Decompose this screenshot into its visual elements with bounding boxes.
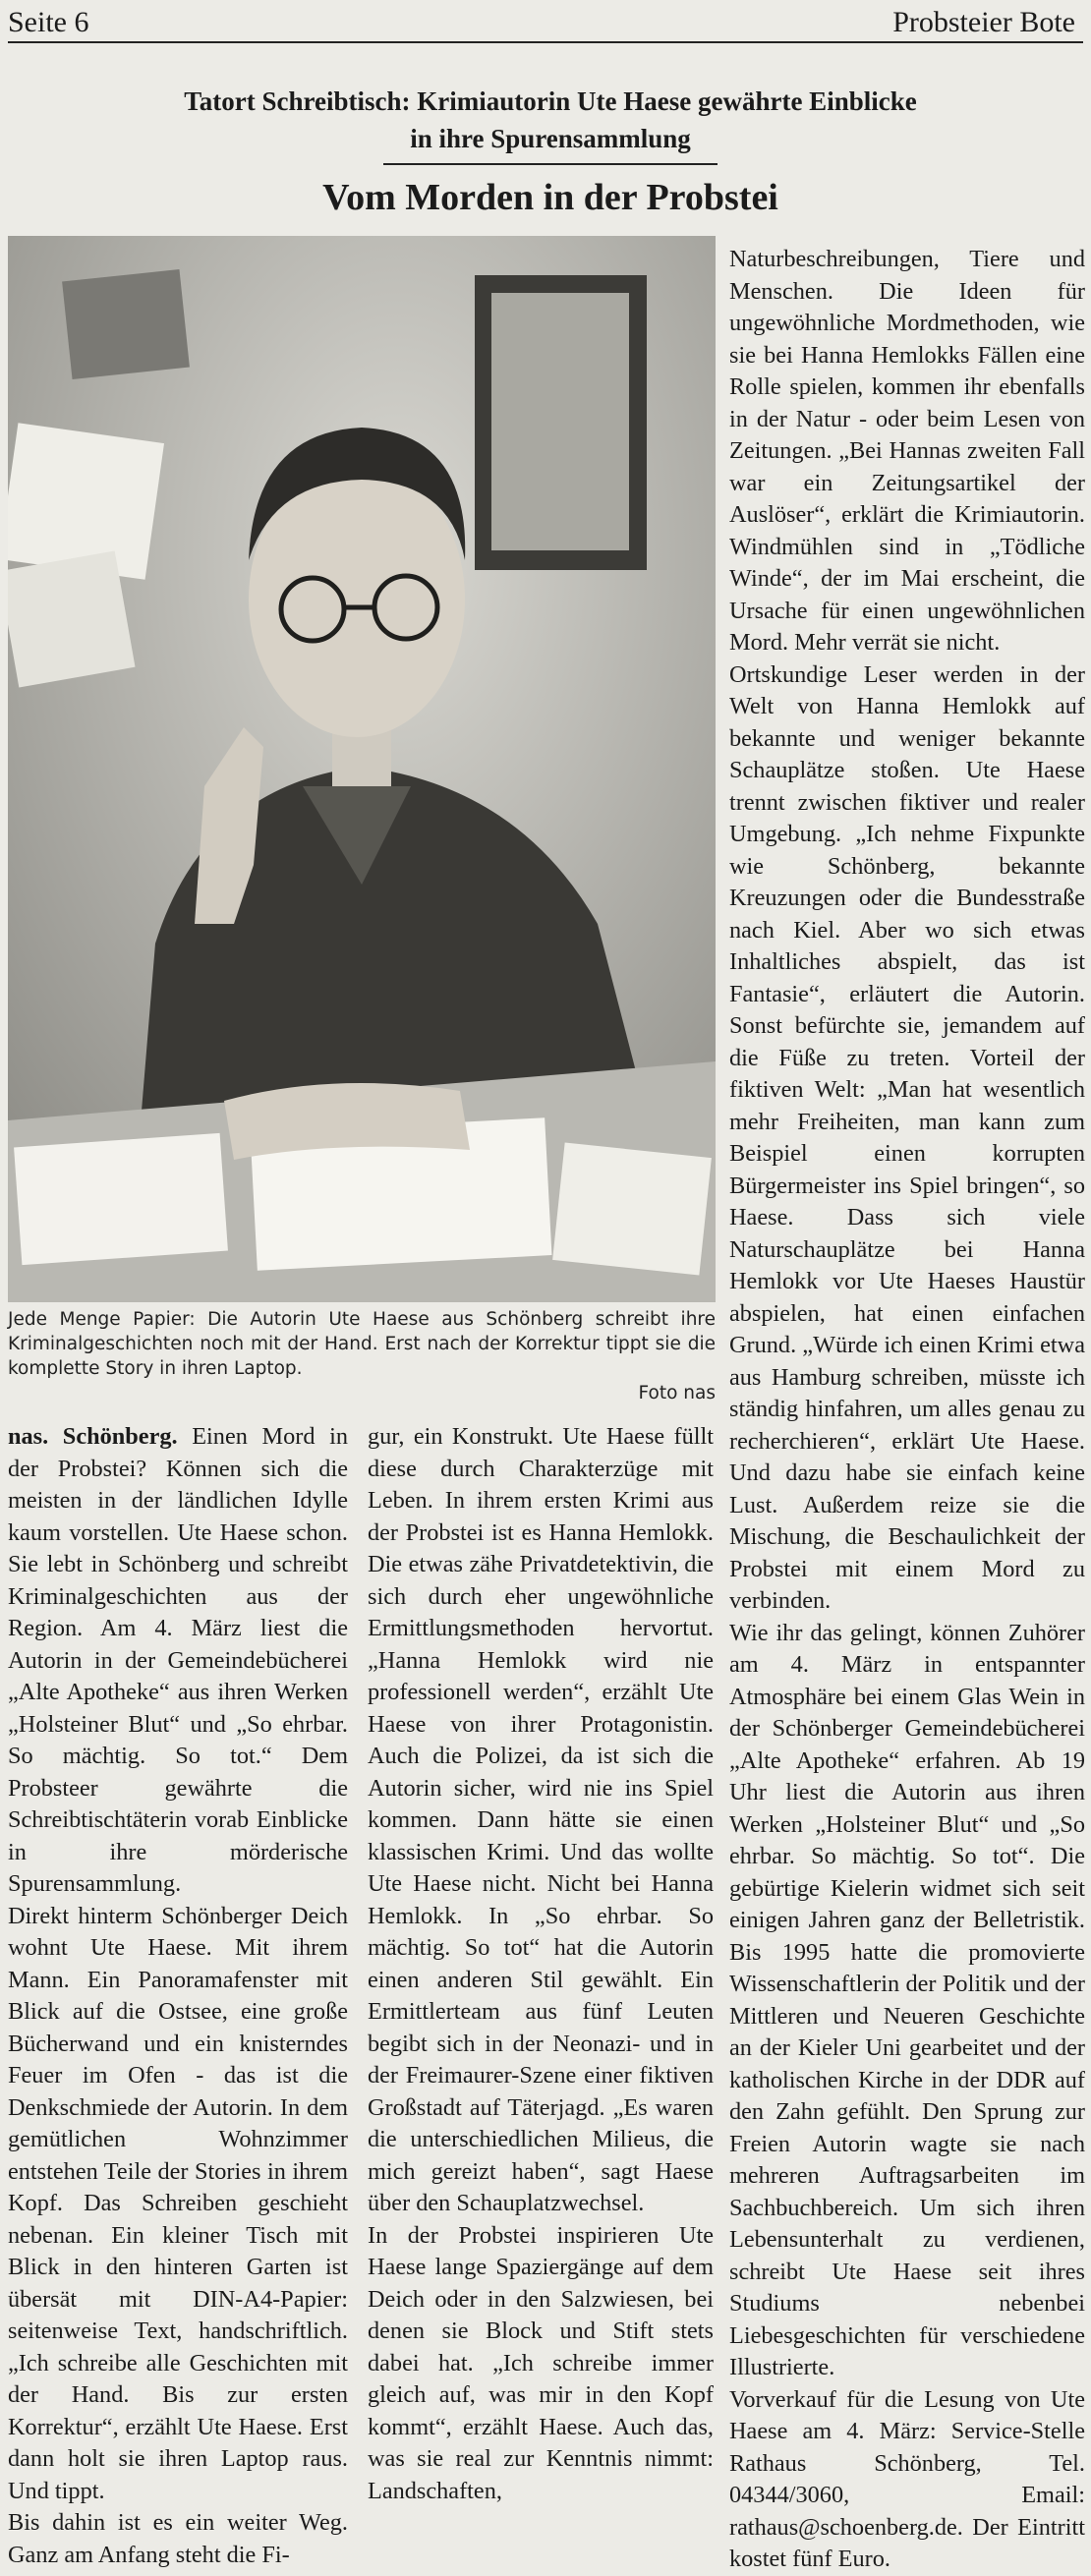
kicker-line-1: Tatort Schreibtisch: Krimiautorin Ute Haese gewährte Einblicke [184,86,917,116]
kicker-underline [383,163,718,165]
paragraph: Naturbeschreibungen, Tiere und Menschen. Die Ideen für ungewöhnliche Mordmethoden, wie sie bei Hanna Hemlokks Fällen eine Rolle spielen, kommen ihr ebenfalls in der Natur - oder beim Lesen von Zeitungen. „Bei Hannas zweiten Fall war ein Zeitungsartikel der Auslöser“, erklärt die Krimiautorin. Windmühlen sind in „Tödliche Winde“, der im Mai erscheint, die Ursache für einen ungewöhnlichen Mord. Mehr verrät sie nicht. [729,246,1085,656]
article-column-2 [368,1421,714,2507]
photo-caption [8,1307,716,1405]
paragraph: In der Probstei inspirieren Ute Haese lange Spaziergänge auf dem Deich oder in den Salzwiesen, bei denen sie Block und Stift stets dabei hat. „Ich schreibe immer gleich auf, was mir in den Kopf kommt“, erzählt Haese. Auch das, was sie real zur Kenntnis nimmt: Landschaften, [368,2221,714,2504]
paragraph: Vorverkauf für die Lesung von Ute Haese am 4. März: Service-Stelle Rathaus Schönberg, Tel. 04344/3060, Email: rathaus@schoenberg.de. Der Eintritt kostet fünf Euro. [729,2385,1085,2572]
paragraph: Ortskundige Leser werden in der Welt von Hanna Hemlokk auf bekannte und weniger bekannte Schauplätze stoßen. Ute Haese trennt zwischen fiktiver und realer Umgebung. „Ich nehme Fixpunkte wie Schönberg, bekannte Kreuzungen oder die Bundesstraße nach Kiel. Aber wo sich etwas Inhaltliches abspielt, das ist Fantasie“, erläutert die Autorin. Sonst befürchte sie, jemandem auf die Füße zu treten. Vorteil der fiktiven Welt: „Man hat wesentlich mehr Freiheiten, man kann zum Beispiel einen korrupten Bürgermeister ins Spiel bringen“, so Haese. Dass sich viele Naturschauplätze bei Hanna Hemlokk vor Ute Haeses Haustür abspielen, hat einen einfachen Grund. „Würde ich einen Krimi etwa aus Hamburg schreiben, müsste ich ständig hinfahren, um alles genau zu recherchieren“, erklärt Ute Haese. Und dazu habe sie einfach keine Lust. Außerdem reize sie die Mischung, die Beschaulichkeit der Probstei mit einem Mord zu verbinden. [729,660,1085,1614]
author-photo-illustration [8,236,716,1302]
paragraph: gur, ein Konstrukt. Ute Haese füllt diese durch Charakterzüge mit Leben. In ihrem ersten Krimi aus der Probstei ist es Hanna Hemlokk. Die etwas zähe Privatdetektivin, die sich durch eher ungewöhnliche Ermittlungsmethoden hervortut. „Hanna Hemlokk wird nie professionell werden“, erzählt Ute Haese von ihrer Protagonistin. Auch die Polizei, da ist sich die Autorin sicher, wird nie ins Spiel kommen. Dann hätte sie einen klassischen Krimi. Und das wollte Ute Haese nicht. Nicht bei Hanna Hemlokk. In „So ehrbar. So mächtig. So tot“ hat die Autorin einen anderen Stil gewählt. Ein Ermittlerteam aus fünf Leuten begibt sich in der Neonazi- und in der Freimaurer-Szene einer fiktiven Großstadt auf Täterjagd. „Es waren die unterschiedlichen Milieus, die mich gereizt haben“, sagt Haese über den Schauplatzwechsel. [368,1423,714,2216]
article-column-1 [8,1421,348,2571]
paragraph: Bis dahin ist es ein weiter Weg. Ganz am Anfang steht die Fi- [8,2509,348,2568]
paragraph-text: Einen Mord in der Probstei? Können sich die meisten in der ländlichen Idylle kaum vorstellen. Ute Haese schon. Sie lebt in Schönberg und schreibt Kriminalgeschichten aus der Region. Am 4. März liest die Autorin in der Gemeindebücherei „Alte Apotheke“ aus ihren Werken „Holsteiner Blut“ und „So ehrbar. So mächtig. So tot.“ Dem Probsteer gewährte die Schreibtischtäterin vorab Einblicke in ihre mörderische Spurensammlung. [8,1423,349,1897]
kicker-line-2: in ihre Spurensammlung [410,124,691,153]
paragraph: Wie ihr das gelingt, können Zuhörer am 4. März in entspannter Atmosphäre bei einem Glas Wein in der Schönberger Gemeindebücherei „Alte Apotheke“ erfahren. Ab 19 Uhr liest die Autorin aus ihren Werken „Holsteiner Blut“ und „So ehrbar. So mächtig. So tot“. Die gebürtige Kielerin widmet sich seit einigen Jahren ganz der Belletristik. Bis 1995 hatte die promovierte Wissenschaftlerin der Politik und der Mittleren und Neueren Geschichte an der Kieler Uni gearbeitet und der katholischen Kirche in der DDR auf den Zahn gefühlt. Den Sprung zur Freien Autorin wagte sie nach mehreren Auftragsarbeiten im Sachbuchbereich. Um sich ihren Lebensunterhalt zu verdienen, schreibt Ute Haese seit ihres Studiums nebenbei Liebesgeschichten für verschiedene Illustrierte. [729,1619,1085,2380]
page-number: Seite 6 [8,6,89,38]
article-headline: Vom Morden in der Probstei [322,177,778,218]
publication-name: Probsteier Bote [892,6,1075,38]
article-column-3 [729,244,1085,2576]
caption-text: Jede Menge Papier: Die Autorin Ute Haese aus Schönberg schreibt ihre Kriminalgeschichten noch mit der Hand. Erst nach der Korrektur tippt sie die komplette Story in ihren Laptop. [8,1309,716,1379]
paragraph [8,1421,348,1901]
page-header [8,6,1083,43]
dateline: nas. Schönberg. [8,1423,178,1450]
photo-credit: Foto nas [638,1383,716,1403]
article-kicker [59,83,1042,157]
author-photo [8,236,716,1302]
paragraph: Direkt hinterm Schönberger Deich wohnt Ute Haese. Mit ihrem Mann. Ein Panoramafenster mit Blick auf die Ostsee, eine große Bücherwand und ein knisterndes Feuer im Ofen - das ist die Denkschmiede der Autorin. In dem gemütlichen Wohnzimmer entstehen Teile der Stories in ihrem Kopf. Das Schreiben geschieht nebenan. Ein kleiner Tisch mit Blick in den hinteren Garten ist übersät mit DIN-A4-Papier: seitenweise Text, handschriftlich. „Ich schreibe alle Geschichten mit der Hand. Bis zur ersten Korrektur“, erzählt Ute Haese. Erst dann holt sie ihren Laptop raus. Und tippt. [8,1902,348,2504]
